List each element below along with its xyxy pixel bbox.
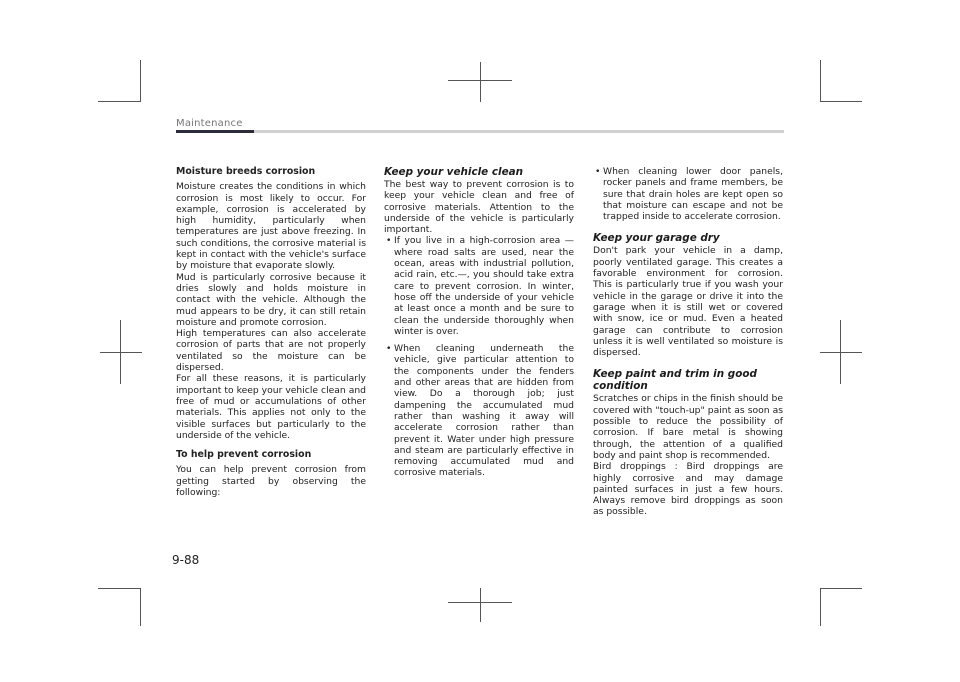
paragraph: The best way to prevent corrosion is to keep your vehicle clean and free of corrosive materials. Attention to the underside of the vehicle is particularly important. bbox=[384, 179, 574, 236]
bullet-icon: • bbox=[386, 343, 392, 355]
crop-mark bbox=[140, 588, 141, 626]
bullet-icon: • bbox=[386, 235, 392, 247]
column-2 bbox=[384, 166, 574, 479]
subheading-moisture-corrosion: Moisture breeds corrosion bbox=[176, 166, 316, 177]
paragraph: You can help prevent corrosion from getting started by observing the following: bbox=[176, 464, 366, 499]
paragraph: Moisture creates the conditions in which corrosion is most likely to occur. For example, corrosion is accelerated by high humidity, particularly when temperatures are just above freezing. In such conditions, the corrosive material is kept in contact with the vehicle's surface by moisture that evaporate slowly. bbox=[176, 181, 366, 272]
crop-mark bbox=[448, 602, 512, 603]
bullet-text: When cleaning underneath the vehicle, give particular attention to the components under the fenders and other areas that are hidden from view. Do a thorough job; just dampening the accumulated mud rather than washing it away will accelerate corrosion rather than prevent it. Water under high pressure and steam are particularly effective in removing accumulated mud and corrosive materials. bbox=[394, 343, 574, 479]
crop-mark bbox=[820, 101, 862, 102]
crop-mark bbox=[98, 588, 140, 589]
crop-mark bbox=[480, 588, 481, 622]
crop-mark bbox=[448, 80, 512, 81]
column-1 bbox=[176, 166, 366, 498]
crop-mark bbox=[98, 101, 140, 102]
section-title: Maintenance bbox=[176, 118, 243, 129]
paragraph: Mud is particularly corrosive because it dries slowly and holds moisture in contact with the vehicle. Although the mud appears to be dry, it can still retain moisture and promote corrosion. bbox=[176, 271, 366, 328]
crop-mark bbox=[820, 588, 821, 626]
page-number: 9-88 bbox=[172, 553, 200, 567]
bullet-icon: • bbox=[595, 166, 601, 177]
heading-keep-garage-dry: Keep your garage dry bbox=[593, 232, 720, 245]
paragraph: For all these reasons, it is particularly important to keep your vehicle clean and free of mud or accumulations of other materials. This applies not only to the visible surfaces but particularly to the underside of the vehicle. bbox=[176, 373, 366, 441]
subheading-prevent-corrosion: To help prevent corrosion bbox=[176, 449, 312, 461]
paragraph: Bird droppings : Bird droppings are highly corrosive and may damage painted surfaces in just a few hours. Always remove bird droppings as soon as possible. bbox=[593, 461, 783, 518]
bullet-item bbox=[384, 235, 574, 337]
crop-mark bbox=[100, 352, 142, 353]
paragraph: Scratches or chips in the finish should be covered with "touch-up" paint as soon as possible to reduce the possibility of corrosion. If bare metal is showing through, the attention of a qualified body and paint shop is recommended. bbox=[593, 393, 783, 461]
crop-mark bbox=[140, 60, 141, 102]
heading-keep-paint-good: Keep paint and trim in good condition bbox=[593, 368, 757, 393]
column-3 bbox=[593, 166, 783, 518]
crop-mark bbox=[820, 352, 862, 353]
crop-mark bbox=[820, 588, 862, 589]
crop-mark bbox=[480, 62, 481, 102]
crop-mark bbox=[820, 60, 821, 102]
bullet-text: When cleaning lower door panels, rocker panels and frame members, be sure that drain holes are kept open so that moisture can escape and not be trapped inside to accelerate corrosion. bbox=[603, 166, 783, 223]
bullet-text: If you live in a high-corrosion area — where road salts are used, near the ocean, areas with industrial pollution, acid rain, etc.—, you should take extra care to prevent corrosion. In winter, hose off the underside of your vehicle at least once a month and be sure to clean the underside thoroughly when winter is over. bbox=[394, 235, 574, 337]
bullet-item bbox=[384, 343, 574, 479]
bullet-item bbox=[593, 166, 783, 222]
section-divider bbox=[176, 130, 784, 133]
section-divider-accent bbox=[176, 130, 254, 133]
paragraph: High temperatures can also accelerate corrosion of parts that are not properly ventilated so the moisture can be dispersed. bbox=[176, 328, 366, 374]
heading-keep-vehicle-clean: Keep your vehicle clean bbox=[384, 166, 524, 178]
paragraph: Don't park your vehicle in a damp, poorly ventilated garage. This creates a favorable environment for corrosion. This is particularly true if you wash your vehicle in the garage or drive it into the garage when it is still wet or covered with snow, ice or mud. Even a heated garage can contribute to corrosion unless it is well ventilated so moisture is dispersed. bbox=[593, 245, 783, 359]
